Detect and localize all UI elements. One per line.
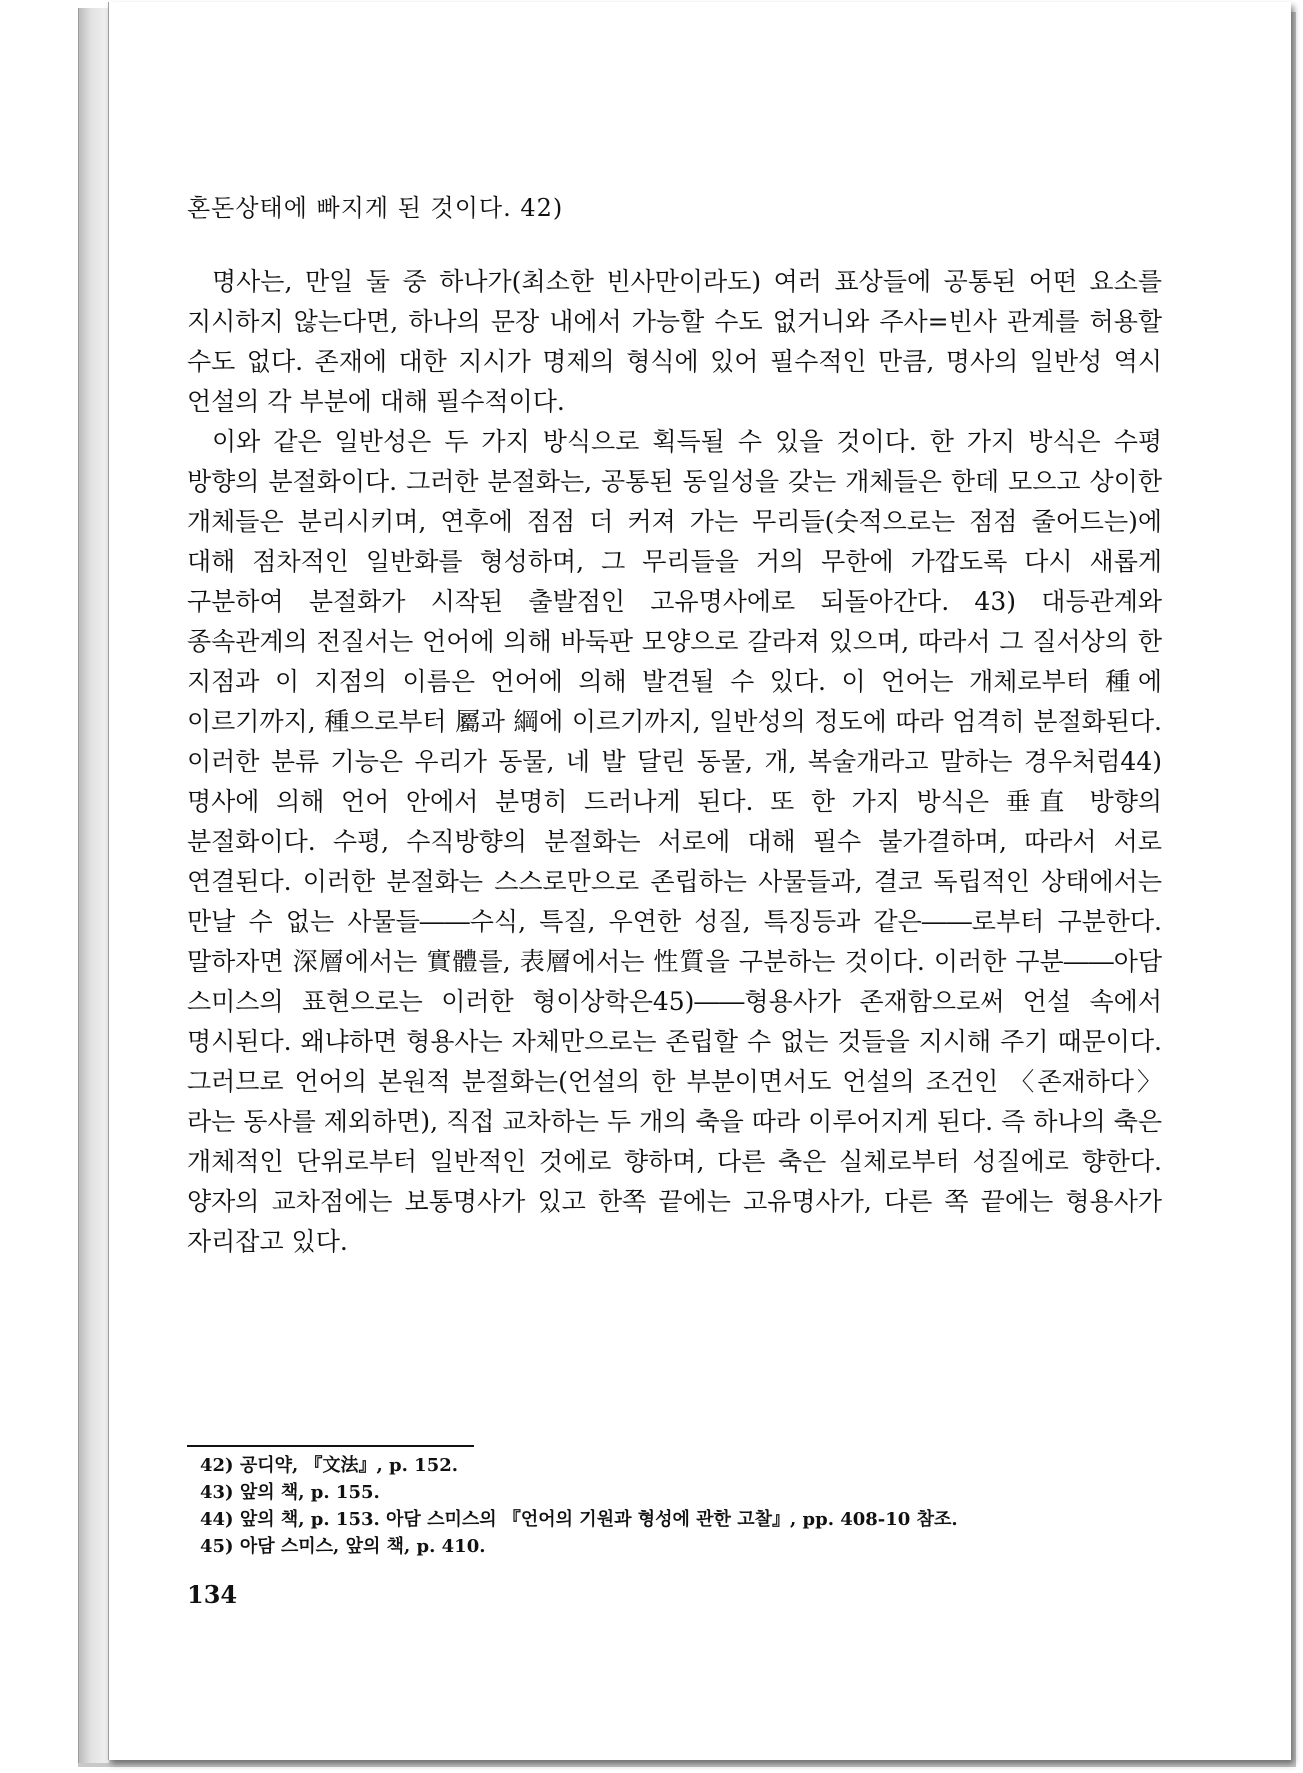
continuation-line: 혼돈상태에 빠지게 된 것이다. 42) (187, 194, 564, 222)
footnote: 45) 아담 스미스, 앞의 책, p. 410. (200, 1536, 486, 1557)
footnote: 44) 앞의 책, p. 153. 아담 스미스의 『언어의 기원과 형성에 관한 고찰』, pp. 408-10 참조. (200, 1509, 958, 1530)
page-stack-edge (78, 8, 109, 1763)
paragraph: 이와 같은 일반성은 두 가지 방식으로 획득될 수 있을 것이다. 한 가지 방식은 수평 방향의 분절화이다. 그러한 분절화는, 공통된 동일성을 갖는 개체들은 한데 모으고 상이한 개체들은 분리시키며, 연후에 점점 더 커져 가는 무리들(숫적으로는 점점 줄어드는)에 대해 점차적인 일반화를 형성하며, 그 무리들을 거의 무한에 가깝도록 다시 새롭게 구분하여 분절화가 시작된 출발점인 고유명사에로 되돌아간다. 43) 대등관계와 종속관계의 전질서는 언어에 의해 바둑판 모양으로 갈라져 있으며, 따라서 그 질서상의 한 지점과 이 지점의 이름은 언어에 의해 발견될 수 있다. 이 언어는 개체로부터 種에 이르기까지, 種으로부터 屬과 綱에 이르기까지, 일반성의 정도에 따라 엄격히 분절화된다. 이러한 분류 기능은 우리가 동물, 네 발 달린 동물, 개, 복술개라고 말하는 경우처럼44) 명사에 의해 언어 안에서 분명히 드러나게 된다. 또 한 가지 방식은 垂直 방향의 분절화이다. 수평, 수직방향의 분절화는 서로에 대해 필수 불가결하며, 따라서 서로 연결된다. 이러한 분절화는 스스로만으로 존립하는 사물들과, 결코 독립적인 상태에서는 만날 수 없는 사물들――수식, 특질, 우연한 성질, 특징등과 같은――로부터 구분한다. 말하자면 深層에서는 實體를, 表層에서는 性質을 구분하는 것이다. 이러한 구분――아담 스미스의 표현으로는 이러한 형이상학은45)――형용사가 존재함으로써 언설 속에서 명시된다. 왜냐하면 형용사는 자체만으로는 존립할 수 없는 것들을 지시해 주기 때문이다. 그러므로 언어의 본원적 분절화는(언설의 한 부분이면서도 언설의 조건인 〈존재하다〉라는 동사를 제외하면), 직접 교차하는 두 개의 축을 따라 이루어지게 된다. 즉 하나의 축은 개체적인 단위로부터 일반적인 것에로 향하며, 다른 축은 실체로부터 성질에로 향한다. 양자의 교차점에는 보통명사가 있고 한쪽 끝에는 고유명사가, 다른 쪽 끝에는 형용사가 자리잡고 있다. (187, 427, 1162, 1256)
footnotes (200, 1452, 1160, 1560)
page-number: 134 (187, 1580, 238, 1609)
paragraph: 명사는, 만일 둘 중 하나가(최소한 빈사만이라도) 여러 표상들에 공통된 어떤 요소를 지시하지 않는다면, 하나의 문장 내에서 가능할 수도 없거니와 주사=빈사 관계를 허용할 수도 없다. 존재에 대한 지시가 명제의 형식에 있어 필수적인 만큼, 명사의 일반성 역시 언설의 각 부분에 대해 필수적이다. (187, 267, 1162, 416)
footnote: 43) 앞의 책, p. 155. (200, 1482, 380, 1503)
footnote-divider (187, 1445, 474, 1447)
body-text (187, 262, 1162, 1262)
footnote: 42) 공디약, 『文法』, p. 152. (200, 1455, 459, 1476)
